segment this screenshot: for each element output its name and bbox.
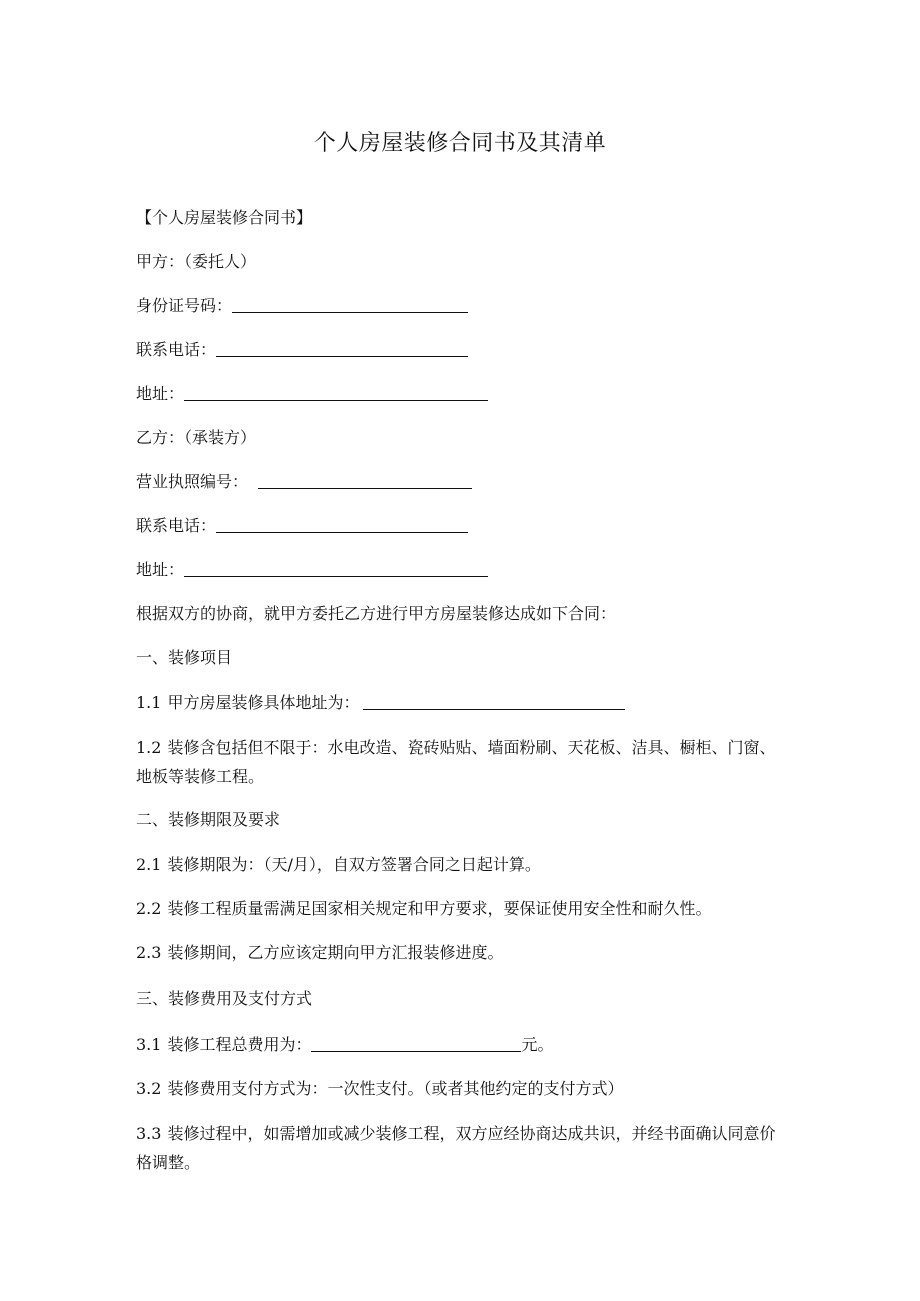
- party-b-label: 乙方：（承装方）: [136, 428, 257, 447]
- clause-3-3: [136, 1119, 786, 1177]
- clause-number: 2.2: [136, 899, 162, 918]
- party-a-phone-label: 联系电话：: [136, 340, 217, 359]
- clause-3-2: [136, 1075, 623, 1103]
- page-title: 个人房屋装修合同书及其清单: [313, 131, 607, 156]
- party-a-address-line: [136, 380, 488, 408]
- party-a-id-line: [136, 292, 468, 320]
- clause-number: 3.2: [136, 1079, 162, 1098]
- party-a-phone-line: [136, 336, 468, 364]
- party-b-address-blank: [184, 558, 488, 577]
- party-b-phone-label: 联系电话：: [136, 516, 217, 535]
- clause-text: 装修工程质量需满足国家相关规定和甲方要求，要保证使用安全性和耐久性。: [167, 899, 712, 918]
- party-a-address-blank: [184, 382, 488, 401]
- clause-number: 3.1: [136, 1035, 162, 1054]
- party-a-label: 甲方：（委托人）: [136, 252, 257, 271]
- clause-text: 甲方房屋装修具体地址为：: [167, 693, 360, 712]
- party-a-id-label: 身份证号码：: [136, 296, 233, 315]
- party-b-license-line: [136, 468, 472, 496]
- party-a-phone-blank: [216, 338, 468, 357]
- clause-2-2: [136, 895, 711, 923]
- clause-text: 装修工程总费用为：: [167, 1035, 312, 1054]
- clause-number: 3.3: [136, 1124, 162, 1143]
- clause-3-1: [136, 1031, 553, 1059]
- clause-text: 装修期限为：（天/月），自双方签署合同之日起计算。: [167, 855, 541, 874]
- clause-1-2: [136, 733, 786, 791]
- party-b-phone-blank: [216, 514, 468, 533]
- clause-number: 1.1: [136, 693, 162, 712]
- party-b-license-label: 营业执照编号：: [136, 472, 249, 491]
- clause-text: 装修过程中，如需增加或减少装修工程，双方应经协商达成共识，并经书面确认同意价格调整。: [136, 1124, 776, 1172]
- party-a-address-label: 地址：: [136, 384, 185, 403]
- clause-number: 1.2: [136, 738, 162, 757]
- party-b-address-line: [136, 556, 488, 584]
- clause-text: 装修含包括但不限于：水电改造、瓷砖贴贴、墙面粉刷、天花板、洁具、橱柜、门窗、地板等装修工程。: [136, 738, 776, 786]
- section-heading-2: 二、装修期限及要求: [136, 810, 281, 829]
- section-heading-contract: 【个人房屋装修合同书】: [136, 208, 313, 227]
- clause-2-1: [136, 851, 541, 879]
- party-b-address-label: 地址：: [136, 560, 185, 579]
- intro-paragraph: 根据双方的协商，就甲方委托乙方进行甲方房屋装修达成如下合同：: [136, 604, 617, 623]
- clause-text: 装修期间，乙方应该定期向甲方汇报装修进度。: [167, 943, 504, 962]
- clause-2-3: [136, 939, 503, 967]
- clause-number: 2.1: [136, 855, 162, 874]
- clause-text: 装修费用支付方式为：一次性支付。（或者其他约定的支付方式）: [167, 1079, 624, 1098]
- clause-number: 2.3: [136, 943, 162, 962]
- clause-1-1: [136, 689, 625, 717]
- section-heading-1: 一、装修项目: [136, 648, 233, 667]
- clause-3-1-blank: [311, 1033, 521, 1052]
- party-a-id-blank: [232, 294, 468, 313]
- party-b-phone-line: [136, 512, 468, 540]
- clause-1-1-blank: [363, 691, 625, 710]
- clause-suffix: 元。: [521, 1035, 554, 1054]
- section-heading-3: 三、装修费用及支付方式: [136, 989, 313, 1008]
- party-b-license-blank: [258, 470, 472, 489]
